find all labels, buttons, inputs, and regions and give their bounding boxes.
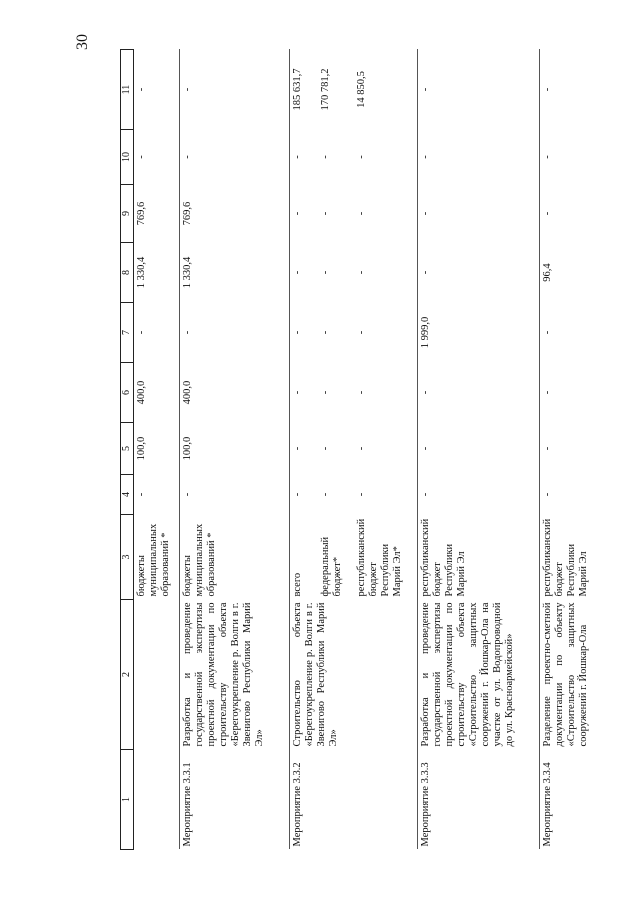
- value-cell: -: [180, 50, 290, 130]
- value-cell: -: [540, 130, 593, 185]
- table-row: [180, 50, 290, 850]
- table-row: [290, 50, 318, 850]
- measure-cell: Мероприятие 3.3.3: [418, 750, 540, 850]
- value-cell: -: [319, 211, 331, 216]
- program-table: [120, 49, 592, 850]
- value-cell: 100,0: [136, 436, 147, 461]
- value-cell: -: [355, 390, 367, 395]
- value-cell: -: [540, 475, 593, 515]
- column-header: 2: [121, 600, 134, 750]
- column-header: 6: [121, 363, 134, 423]
- value-cell: -: [540, 423, 593, 475]
- value-cell: -: [136, 330, 147, 335]
- value-cell: -: [180, 475, 290, 515]
- value-cell: 769,6: [136, 201, 147, 226]
- page-number: 30: [74, 34, 91, 50]
- value-cell: -: [180, 303, 290, 363]
- value-cell: -: [355, 330, 367, 335]
- value-cell: -: [540, 185, 593, 243]
- value-cell: 400,0: [180, 363, 290, 423]
- value-cell: 170 781,2: [319, 68, 331, 111]
- value-cell: -: [355, 155, 367, 159]
- value-cell: -: [355, 492, 367, 497]
- column-header: 4: [121, 475, 134, 515]
- value-cell: -: [290, 423, 318, 475]
- table-row: [134, 50, 180, 850]
- measure-cell: [318, 750, 354, 850]
- value-cell: 1 999,0: [418, 303, 540, 363]
- measure-cell: Мероприятие 3.3.4: [540, 750, 593, 850]
- funding-source-cell: республиканский бюджет Республики Марий Эл: [418, 515, 540, 600]
- value-cell: -: [290, 303, 318, 363]
- value-cell: -: [418, 243, 540, 303]
- value-cell: -: [319, 155, 331, 159]
- column-header: 8: [121, 243, 134, 303]
- measure-cell: [134, 750, 180, 850]
- description-cell: [134, 600, 180, 750]
- measure-cell: [354, 750, 418, 850]
- value-cell: -: [319, 390, 331, 395]
- value-cell: -: [136, 155, 147, 159]
- value-cell: -: [418, 475, 540, 515]
- column-header: 5: [121, 423, 134, 475]
- value-cell: -: [418, 185, 540, 243]
- funding-source-cell: федеральный бюджет*: [319, 536, 343, 597]
- funding-source-cell: всего: [290, 515, 318, 600]
- value-cell: -: [290, 185, 318, 243]
- header-row: [121, 50, 134, 850]
- value-cell: -: [418, 130, 540, 185]
- value-cell: -: [290, 363, 318, 423]
- value-cell: 1 330,4: [136, 256, 147, 289]
- value-cell: -: [355, 211, 367, 216]
- value-cell: -: [319, 492, 331, 497]
- value-cell: -: [319, 270, 331, 275]
- value-cell: -: [290, 475, 318, 515]
- value-cell: -: [319, 446, 331, 451]
- value-cell: -: [540, 363, 593, 423]
- value-cell: 769,6: [180, 185, 290, 243]
- funding-source-cell: республиканский бюджет Республики Марий Эл*: [355, 518, 403, 597]
- table-row: [540, 50, 593, 850]
- value-cell: -: [418, 50, 540, 130]
- funding-source-cell: бюджеты муниципальных образований *: [136, 523, 172, 597]
- description-cell: Разработка и проведение государственной экспертизы проектной документации по строительству объекта «Строительство защитных сооружений г. Йошкар-Ола на участке от ул. Водопроводной до ул. Красноармейской»: [418, 600, 540, 750]
- description-cell: Разделение проектно-сметной документации по объекту «Строительство защитных сооружений г. Йошкар-Ола: [540, 600, 593, 750]
- table-row: [418, 50, 540, 850]
- value-cell: -: [180, 130, 290, 185]
- column-header: 10: [121, 130, 134, 185]
- description-cell: Разработка и проведение государственной экспертизы проектной документации по строительству объекта «Берегоукрепление р. Волги в г. Звенигово Республики Марий Эл»: [180, 600, 290, 750]
- measure-cell: Мероприятие 3.3.2: [290, 750, 318, 850]
- value-cell: -: [290, 243, 318, 303]
- value-cell: -: [418, 363, 540, 423]
- description-cell: Строительство объекта «Берегоукрепление р. Волги в г. Звенигово Республики Марий Эл»: [290, 600, 418, 750]
- value-cell: 185 631,7: [290, 50, 318, 130]
- value-cell: -: [540, 303, 593, 363]
- value-cell: 96,4: [540, 243, 593, 303]
- rotated-table-container: [120, 50, 590, 850]
- column-header: 1: [121, 750, 134, 850]
- column-header: 11: [121, 50, 134, 130]
- column-header: 3: [121, 515, 134, 600]
- value-cell: -: [355, 446, 367, 451]
- value-cell: -: [355, 270, 367, 275]
- value-cell: -: [290, 130, 318, 185]
- value-cell: 1 330,4: [180, 243, 290, 303]
- column-header: 9: [121, 185, 134, 243]
- measure-cell: Мероприятие 3.3.1: [180, 750, 290, 850]
- value-cell: -: [319, 330, 331, 335]
- value-cell: -: [418, 423, 540, 475]
- value-cell: -: [540, 50, 593, 130]
- value-cell: 400,0: [136, 380, 147, 405]
- column-header: 7: [121, 303, 134, 363]
- value-cell: -: [136, 87, 147, 92]
- funding-source-cell: бюджеты муниципальных образований *: [180, 515, 290, 600]
- value-cell: 14 850,5: [355, 71, 367, 108]
- value-cell: -: [136, 492, 147, 497]
- value-cell: 100,0: [180, 423, 290, 475]
- funding-source-cell: республиканский бюджет Республики Марий Эл: [540, 515, 593, 600]
